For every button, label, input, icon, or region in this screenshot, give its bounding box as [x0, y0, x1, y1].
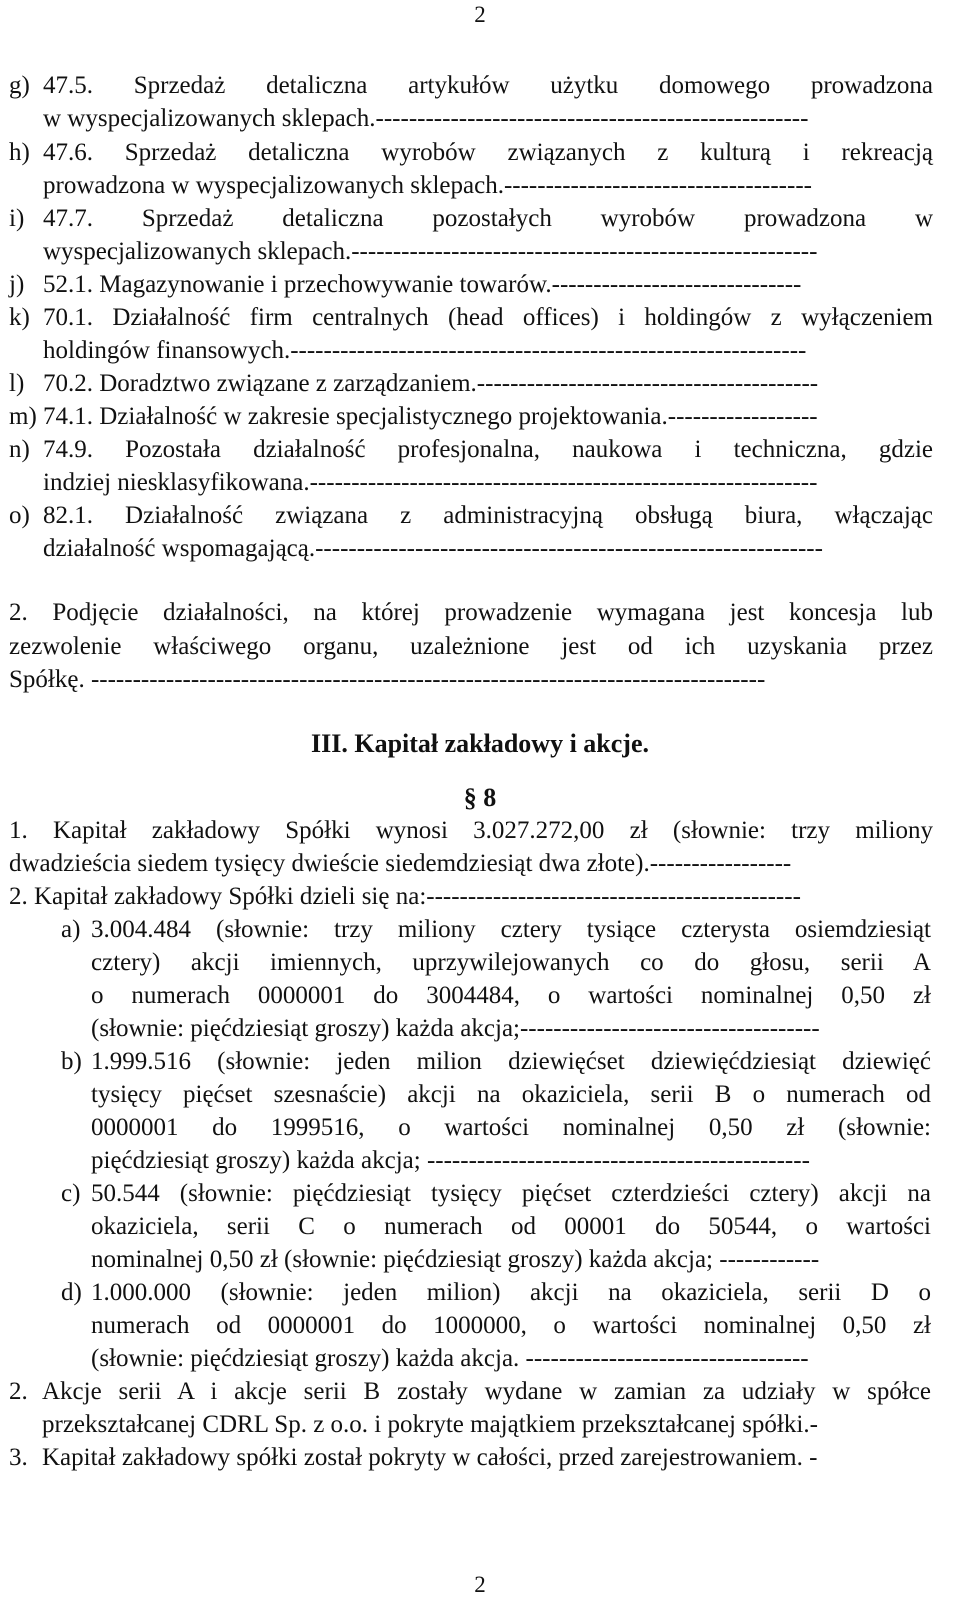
numbered-item-text: Akcje serii A i akcje serii B zostały wydane w zamian za udziały w spółce — [42, 1378, 931, 1405]
list-item-text: w wyspecjalizowanych sklepach.---------------------------------------------------- — [43, 105, 809, 132]
list-item-text: 47.6. Sprzedaż detaliczna wyrobów związanych z kulturą i rekreacją — [43, 139, 933, 166]
list-item-text: tysięcy pięćset szesnaście) akcji na okaziciela, serii B o numerach od — [91, 1081, 931, 1108]
numbered-item-text: przekształcanej CDRL Sp. z o.o. i pokryte majątkiem przekształcanej spółki.- — [42, 1411, 818, 1438]
list-item-text: 3.004.484 (słownie: trzy miliony cztery tysiące czterysta osiemdziesiąt — [91, 916, 931, 943]
section-heading: III. Kapitał zakładowy i akcje. — [310, 729, 650, 758]
paragraph-line: dwadzieścia siedem tysięcy dwieście siedemdziesiąt dwa złote).----------------- — [9, 850, 792, 877]
list-item-text: nominalnej 0,50 zł (słownie: pięćdziesiąt groszy) każda akcja; ------------ — [91, 1246, 820, 1273]
list-item-text: 52.1. Magazynowanie i przechowywanie towarów.------------------------------ — [43, 271, 802, 298]
list-item-text: holdingów finansowych.-------------------------------------------------------------- — [43, 337, 807, 364]
list-item-text: 47.7. Sprzedaż detaliczna pozostałych wyrobów prowadzona w — [43, 205, 933, 232]
list-item-label: j) — [9, 271, 25, 298]
list-item-text: 0000001 do 1999516, o wartości nominalnej 0,50 zł (słownie: — [91, 1114, 931, 1141]
list-item-label: a) — [61, 916, 81, 943]
list-item-text: (słownie: pięćdziesiąt groszy) każda akcja;------------------------------------ — [91, 1015, 820, 1042]
list-item-text: cztery) akcji imiennych, uprzywilejowanych co do głosu, serii A — [91, 949, 931, 976]
list-item-text: okaziciela, serii C o numerach od 00001 do 50544, o wartości — [91, 1213, 931, 1240]
paragraph-line: 2. Kapitał zakładowy Spółki dzieli się na:--------------------------------------------- — [9, 883, 801, 910]
list-item-label: c) — [61, 1180, 81, 1207]
list-item-text: 74.1. Działalność w zakresie specjalistycznego projektowania.------------------ — [43, 403, 818, 430]
page-number-top: 2 — [474, 2, 486, 27]
list-item-text: 50.544 (słownie: pięćdziesiąt tysięcy pięćset czterdzieści cztery) akcji na — [91, 1180, 931, 1207]
list-item-text: pięćdziesiąt groszy) każda akcja; ---------------------------------------------- — [91, 1147, 810, 1174]
list-item-text: 70.2. Doradztwo związane z zarządzaniem.----------------------------------------- — [43, 370, 819, 397]
list-item-text: 47.5. Sprzedaż detaliczna artykułów użytku domowego prowadzona — [43, 72, 933, 99]
list-item-label: b) — [61, 1048, 82, 1075]
list-item-text: prowadzona w wyspecjalizowanych sklepach.------------------------------------- — [43, 172, 812, 199]
paragraph-line: Spółkę. --------------------------------------------------------------------------------- — [9, 666, 766, 693]
list-item-text: numerach od 0000001 do 1000000, o wartości nominalnej 0,50 zł — [91, 1312, 931, 1339]
paragraph-sign: § 8 — [463, 783, 497, 812]
numbered-item-label: 2. — [9, 1378, 28, 1405]
list-item-label: k) — [9, 304, 30, 331]
list-item-text: 1.999.516 (słownie: jeden milion dziewięćset dziewięćdziesiąt dziewięć — [91, 1048, 931, 1075]
paragraph-line: 2. Podjęcie działalności, na której prowadzenie wymagana jest koncesja lub — [9, 599, 933, 626]
list-item-label: g) — [9, 72, 30, 99]
list-item-label: h) — [9, 139, 30, 166]
list-item-text: 74.9. Pozostała działalność profesjonalna, naukowa i techniczna, gdzie — [43, 436, 933, 463]
numbered-item-text: Kapitał zakładowy spółki został pokryty w całości, przed zarejestrowaniem. - — [42, 1444, 818, 1471]
list-item-label: i) — [9, 205, 25, 232]
list-item-label: n) — [9, 436, 30, 463]
list-item-label: m) — [9, 403, 37, 430]
paragraph-line: zezwolenie właściwego organu, uzależnione jest od ich uzyskania przez — [9, 633, 933, 660]
list-item-label: l) — [9, 370, 25, 397]
list-item-label: o) — [9, 502, 30, 529]
list-item-text: o numerach 0000001 do 3004484, o wartości nominalnej 0,50 zł — [91, 982, 931, 1009]
list-item-label: d) — [61, 1279, 82, 1306]
list-item-text: indziej niesklasyfikowana.------------------------------------------------------------- — [43, 469, 818, 496]
list-item-text: 70.1. Działalność firm centralnych (head offices) i holdingów z wyłączeniem — [43, 304, 933, 331]
paragraph-line: 1. Kapitał zakładowy Spółki wynosi 3.027.272,00 zł (słownie: trzy miliony — [9, 817, 933, 844]
list-item-text: wyspecjalizowanych sklepach.-------------------------------------------------------- — [43, 238, 818, 265]
numbered-item-label: 3. — [9, 1444, 28, 1471]
list-item-text: 1.000.000 (słownie: jeden milion) akcji na okaziciela, serii D o — [91, 1279, 931, 1306]
list-item-text: (słownie: pięćdziesiąt groszy) każda akcja. ---------------------------------- — [91, 1345, 809, 1372]
list-item-text: działalność wspomagającą.------------------------------------------------------------- — [43, 535, 823, 562]
list-item-text: 82.1. Działalność związana z administracyjną obsługą biura, włączając — [43, 502, 933, 529]
page-number-bottom: 2 — [474, 1572, 486, 1597]
